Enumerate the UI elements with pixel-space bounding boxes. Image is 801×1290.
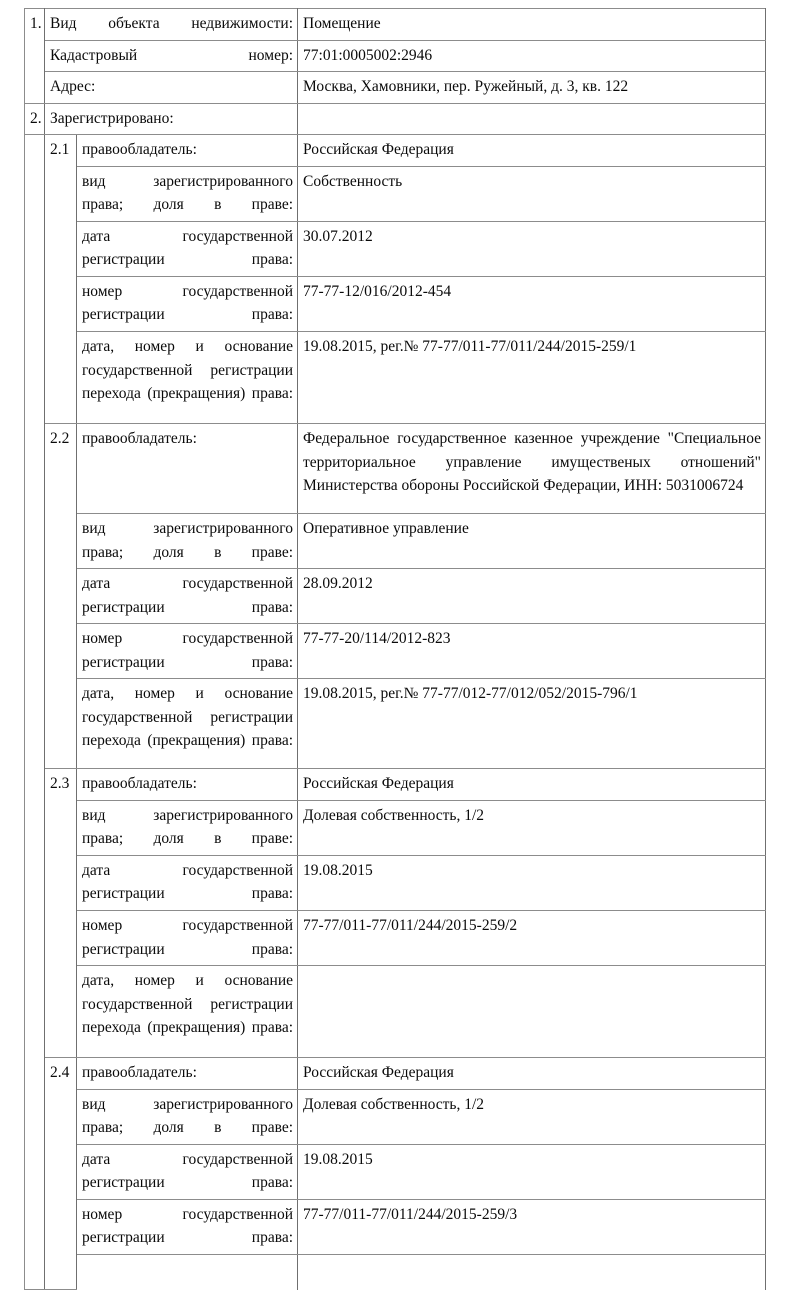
table-row <box>25 9 766 41</box>
row-label: дата государственной регистрации права: <box>77 1144 298 1199</box>
table-row <box>25 911 766 966</box>
table-row <box>25 624 766 679</box>
table-row <box>25 424 766 514</box>
subsection-number: 2.4 <box>45 1058 77 1290</box>
row-value: Российская Федерация <box>298 135 766 167</box>
table-row <box>25 1144 766 1199</box>
section-heading: Зарегистрировано: <box>45 103 298 135</box>
row-value: 77-77-20/114/2012-823 <box>298 624 766 679</box>
row-label: Вид объекта недвижимости: <box>45 9 298 41</box>
row-label: дата, номер и основание государственной регистрации перехода (прекращения) права: <box>77 679 298 769</box>
row-label: дата государственной регистрации права: <box>77 855 298 910</box>
row-value: 19.08.2015 <box>298 855 766 910</box>
row-label: номер государственной регистрации права: <box>77 276 298 331</box>
table-row <box>25 276 766 331</box>
table-row <box>25 103 766 135</box>
row-value <box>298 966 766 1058</box>
row-value: 28.09.2012 <box>298 569 766 624</box>
table-row <box>25 1058 766 1090</box>
section-number-spacer <box>25 135 45 1290</box>
row-value: Федеральное государственное казенное учреждение "Специальное территориальное управление имущественых отношений" Министерства обороны Российской Федерации, ИНН: 5031006724 <box>298 424 766 514</box>
table-row <box>25 679 766 769</box>
table-row <box>25 769 766 801</box>
row-label: Кадастровый номер: <box>45 40 298 72</box>
table-row <box>25 800 766 855</box>
row-label: вид зарегистрированного права; доля в праве: <box>77 1089 298 1144</box>
row-label: вид зарегистрированного права; доля в праве: <box>77 800 298 855</box>
table-row <box>25 1089 766 1144</box>
table-row <box>25 40 766 72</box>
table-row-partial <box>25 1254 766 1290</box>
row-value: 77-77/011-77/011/244/2015-259/2 <box>298 911 766 966</box>
row-value: Москва, Хамовники, пер. Ружейный, д. 3, кв. 122 <box>298 72 766 104</box>
row-label: вид зарегистрированного права; доля в праве: <box>77 514 298 569</box>
row-label: дата, номер и основание государственной регистрации перехода (прекращения) права: <box>77 332 298 424</box>
row-label: дата государственной регистрации права: <box>77 569 298 624</box>
subsection-number: 2.1 <box>45 135 77 424</box>
row-value: 77-77-12/016/2012-454 <box>298 276 766 331</box>
row-label: вид зарегистрированного права; доля в праве: <box>77 166 298 221</box>
row-value: Российская Федерация <box>298 1058 766 1090</box>
row-value: 30.07.2012 <box>298 221 766 276</box>
row-value: 19.08.2015 <box>298 1144 766 1199</box>
table-row <box>25 221 766 276</box>
table-row <box>25 332 766 424</box>
row-value: Собственность <box>298 166 766 221</box>
row-value: Долевая собственность, 1/2 <box>298 1089 766 1144</box>
row-label: правообладатель: <box>77 1058 298 1090</box>
subsection-number: 2.2 <box>45 424 77 769</box>
table-row <box>25 514 766 569</box>
row-label: номер государственной регистрации права: <box>77 624 298 679</box>
subsection-number: 2.3 <box>45 769 77 1058</box>
row-label: дата государственной регистрации права: <box>77 221 298 276</box>
row-label: правообладатель: <box>77 424 298 514</box>
row-value: Оперативное управление <box>298 514 766 569</box>
table-row <box>25 855 766 910</box>
row-label: дата, номер и основание государственной регистрации перехода (прекращения) права: <box>77 966 298 1058</box>
row-value: Долевая собственность, 1/2 <box>298 800 766 855</box>
row-value: 19.08.2015, рег.№ 77-77/011-77/011/244/2015-259/1 <box>298 332 766 424</box>
row-label: номер государственной регистрации права: <box>77 911 298 966</box>
row-value: Российская Федерация <box>298 769 766 801</box>
row-label: правообладатель: <box>77 135 298 167</box>
table-row <box>25 72 766 104</box>
table-row <box>25 1199 766 1254</box>
table-row <box>25 569 766 624</box>
section-number: 2. <box>25 103 45 135</box>
row-label: номер государственной регистрации права: <box>77 1199 298 1254</box>
row-label: правообладатель: <box>77 769 298 801</box>
row-value: Помещение <box>298 9 766 41</box>
table-row <box>25 135 766 167</box>
section-number: 1. <box>25 9 45 104</box>
row-label: Адрес: <box>45 72 298 104</box>
row-value: 77-77/011-77/011/244/2015-259/3 <box>298 1199 766 1254</box>
row-value <box>298 1254 766 1290</box>
section-heading-value <box>298 103 766 135</box>
row-value: 77:01:0005002:2946 <box>298 40 766 72</box>
table-row <box>25 966 766 1058</box>
row-label <box>77 1254 298 1290</box>
row-value: 19.08.2015, рег.№ 77-77/012-77/012/052/2015-796/1 <box>298 679 766 769</box>
property-registration-table <box>24 8 766 1290</box>
table-row <box>25 166 766 221</box>
